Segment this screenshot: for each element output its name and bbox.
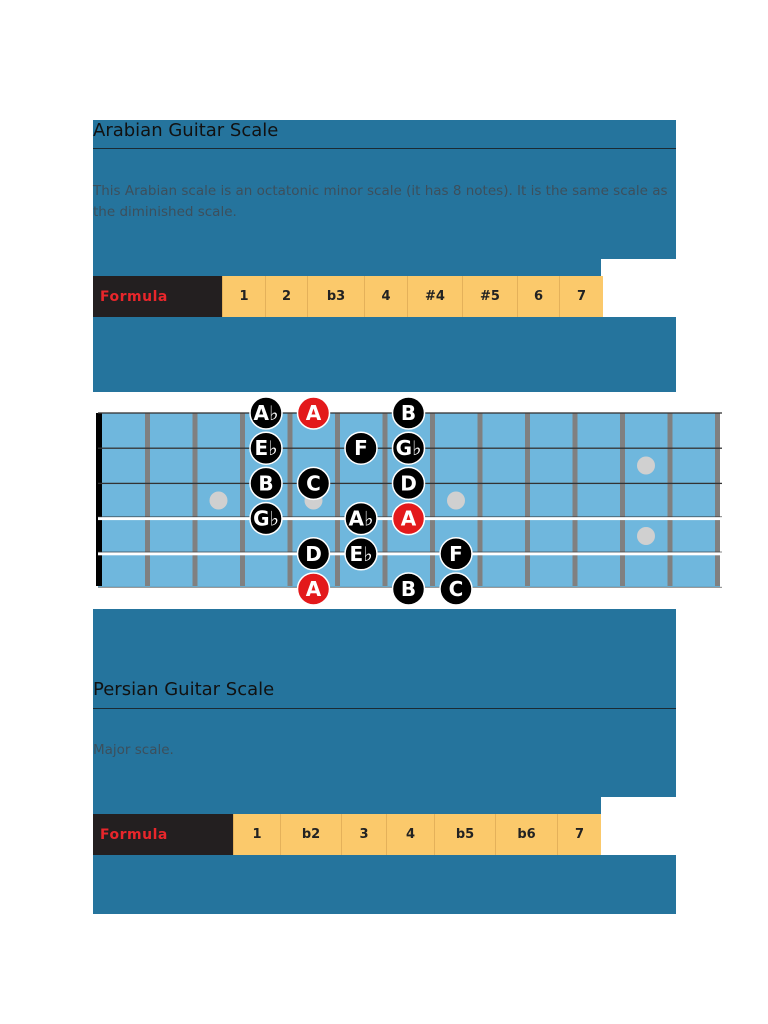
- note-label: C: [306, 471, 321, 496]
- fret-inlay: [447, 492, 465, 510]
- arabian-formula-cell: #4: [407, 276, 462, 317]
- fret-wire: [335, 413, 340, 586]
- nut: [96, 413, 102, 586]
- fret-wire: [715, 413, 720, 586]
- persian-formula-gap-right: [601, 814, 676, 855]
- persian-formula-cell: b2: [280, 814, 341, 855]
- guitar-string: [98, 552, 722, 555]
- fret-wire: [620, 413, 625, 586]
- fret-wire: [193, 413, 198, 586]
- persian-formula-cell: 3: [341, 814, 386, 855]
- note-label: G♭: [253, 506, 279, 531]
- note-label: E♭: [349, 541, 373, 566]
- arabian-description: This Arabian scale is an octatonic minor scale (it has 8 notes). It is the same scale as the diminished scale.: [93, 183, 668, 220]
- note-label: E♭: [254, 436, 278, 461]
- persian-formula-row: [93, 814, 601, 855]
- note-label: D: [400, 471, 417, 496]
- note-label: B: [258, 471, 274, 496]
- fret-wire: [668, 413, 673, 586]
- fret-inlay: [637, 457, 655, 475]
- note-label: A: [305, 401, 322, 425]
- arabian-formula-cell: 6: [517, 276, 559, 317]
- persian-formula-cell: 7: [557, 814, 601, 855]
- guitar-string-edge: [98, 552, 722, 553]
- fret-wire: [430, 413, 435, 586]
- note-label: G♭: [395, 436, 422, 461]
- note-label: C: [448, 577, 464, 601]
- arabian-formula-gap-right: [601, 276, 676, 317]
- fretboard-diagram: [0, 395, 768, 610]
- arabian-formula-cell: 4: [364, 276, 407, 317]
- arabian-formula-gap: [601, 259, 676, 276]
- arabian-formula-cell: b3: [307, 276, 364, 317]
- arabian-formula-label: Formula: [93, 276, 222, 317]
- fret-wire: [288, 413, 293, 586]
- persian-formula-cell: 1: [233, 814, 280, 855]
- note-label: A♭: [253, 401, 279, 425]
- persian-formula-cell: 4: [386, 814, 434, 855]
- note-label: D: [305, 541, 322, 566]
- note-label: A♭: [348, 506, 374, 531]
- arabian-title-rule: [93, 148, 676, 149]
- fret-wire: [145, 413, 150, 586]
- arabian-formula-cell: #5: [462, 276, 517, 317]
- note-label: B: [400, 401, 417, 425]
- fret-wire: [573, 413, 578, 586]
- persian-formula-cell: b6: [495, 814, 557, 855]
- note-label: A: [305, 577, 322, 601]
- persian-title: Persian Guitar Scale: [93, 679, 275, 700]
- arabian-formula-cell: 1: [222, 276, 265, 317]
- note-label: F: [354, 436, 368, 461]
- persian-description: Major scale.: [93, 742, 174, 758]
- fret-wire: [240, 413, 245, 586]
- arabian-formula-row: [93, 276, 603, 317]
- persian-formula-gap: [601, 797, 676, 814]
- persian-formula-label: Formula: [93, 814, 233, 855]
- fret-inlay: [637, 527, 655, 545]
- persian-header-panel: [93, 609, 676, 797]
- fret-wire: [525, 413, 530, 586]
- arabian-title: Arabian Guitar Scale: [93, 120, 279, 141]
- arabian-formula-cell: 2: [265, 276, 307, 317]
- note-label: B: [400, 577, 417, 601]
- persian-title-rule: [93, 708, 676, 709]
- arabian-formula-cell: 7: [559, 276, 603, 317]
- note-label: A: [400, 506, 417, 531]
- persian-formula-cell: b5: [434, 814, 495, 855]
- fret-wire: [478, 413, 483, 586]
- note-label: F: [449, 541, 463, 566]
- fret-wire: [383, 413, 388, 586]
- fret-inlay: [210, 492, 228, 510]
